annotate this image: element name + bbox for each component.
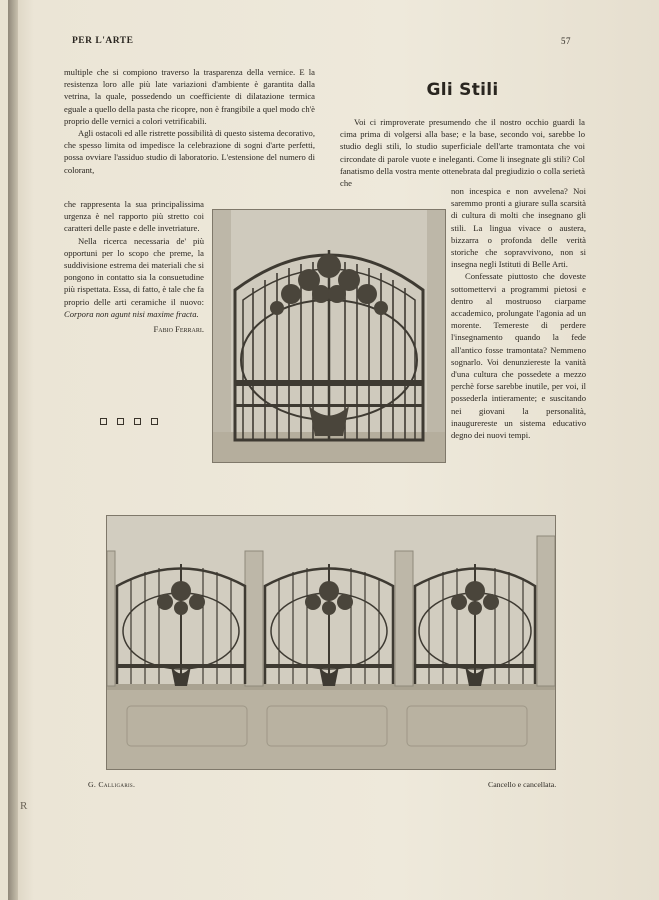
left-column-narrow [64,198,204,335]
paragraph: Confessate piuttosto che doveste sottomettervi a programmi pietosi e dentro al mostruoso ciarpame accademico, prolungate l'agonia ad un morente. Temereste di perdere l'insegnamento quando la fede all'antico fosse tramontata? Nemmeno sognarlo. Voi denunziereste la vanità d'una cultura che possedete a mezzo perchè forse sarebbe inutile, per voi, il possederla intieramente; e suscitando nei giovani la personalità, inaugurereste un sistema educativo degno dei nuovi tempi. [451,271,586,441]
margin-handwritten-mark: R [20,800,28,812]
fence-photograph [106,515,556,770]
paragraph: Voi ci rimproverate presumendo che il nostro occhio guardi la cima prima di volgersi alla base; e la base, secondo voi, sarebbe lo studio degli stili, lo studio superficiale dell'arte tramontata che voi circondate di parole vuote e ineleganti. Come li insegnate gli stili? Col fanatismo della vostra mente ottenebrata dal pregiudizio o colla serietà che [340,117,585,189]
page [8,0,659,900]
right-column-narrow [451,185,586,441]
paragraph: multiple che si compiono traverso la trasparenza della vernice. E la resistenza loro alle più late variazioni d'ambiente è garantita dalla vetrina, la quale, possedendo un coefficiente di dilatazione termica eguale a quello della pasta che ricopre, non è frangibile a quel modo ch'è proprio delle vernici a colori vetrificabili. [64,67,315,126]
gate-photograph [212,209,446,463]
separator-square [100,418,107,425]
gate-illustration [213,210,445,462]
binding-gutter [8,0,18,900]
running-header [72,36,571,46]
author-signature: Fabio Ferrari. [153,324,204,335]
latin-quote: Corpora non agunt nisi maxime fracta. [64,308,199,319]
running-title: PER L'ARTE [72,36,134,46]
separator-square [117,418,124,425]
paragraph: non incespica e non avvelena? Noi saremmo pronti a giurare sulla scarsità di cultura di molti che insegnano gli stili. La lingua vivace o austera, bizzarra o profonda delle verità storiche che sopravvivono, non si insegna negli Istituti di Belle Arti. [451,186,586,270]
paragraph: Agli ostacoli ed alle ristrette possibilità di questo sistema decorativo, che spesso limita od impedisce la celebrazione di sogni d'arte perfetti, possa ovviare l'assiduo studio di laboratorio. L'estensione del numero di colorant, [64,128,315,175]
separator-square [151,418,158,425]
section-separator [100,418,158,425]
separator-square [134,418,141,425]
page-number: 57 [561,36,571,46]
fence-illustration [107,516,555,769]
right-column-top [340,116,585,189]
article-title: Gli Stili [426,80,499,100]
figure-author-caption: G. Calligaris. [88,780,136,789]
left-column-top [64,66,315,176]
figure-description-caption: Cancello e cancellata. [488,780,557,789]
paragraph: che rappresenta la sua principalissima urgenza è nel rapporto più stretto coi caratteri delle paste e delle invetriature. [64,199,204,234]
paragraph: Nella ricerca necessaria de' più opportuni per lo scopo che preme, la suddivisione estrema dei materiali che si pongono in contatto sia la consuetudine più rispettata. Essa, di fatto, è tale che fa proprio delle arti ceramiche il nuovo: Corpora non agunt nisi maxime fracta. [64,235,204,319]
